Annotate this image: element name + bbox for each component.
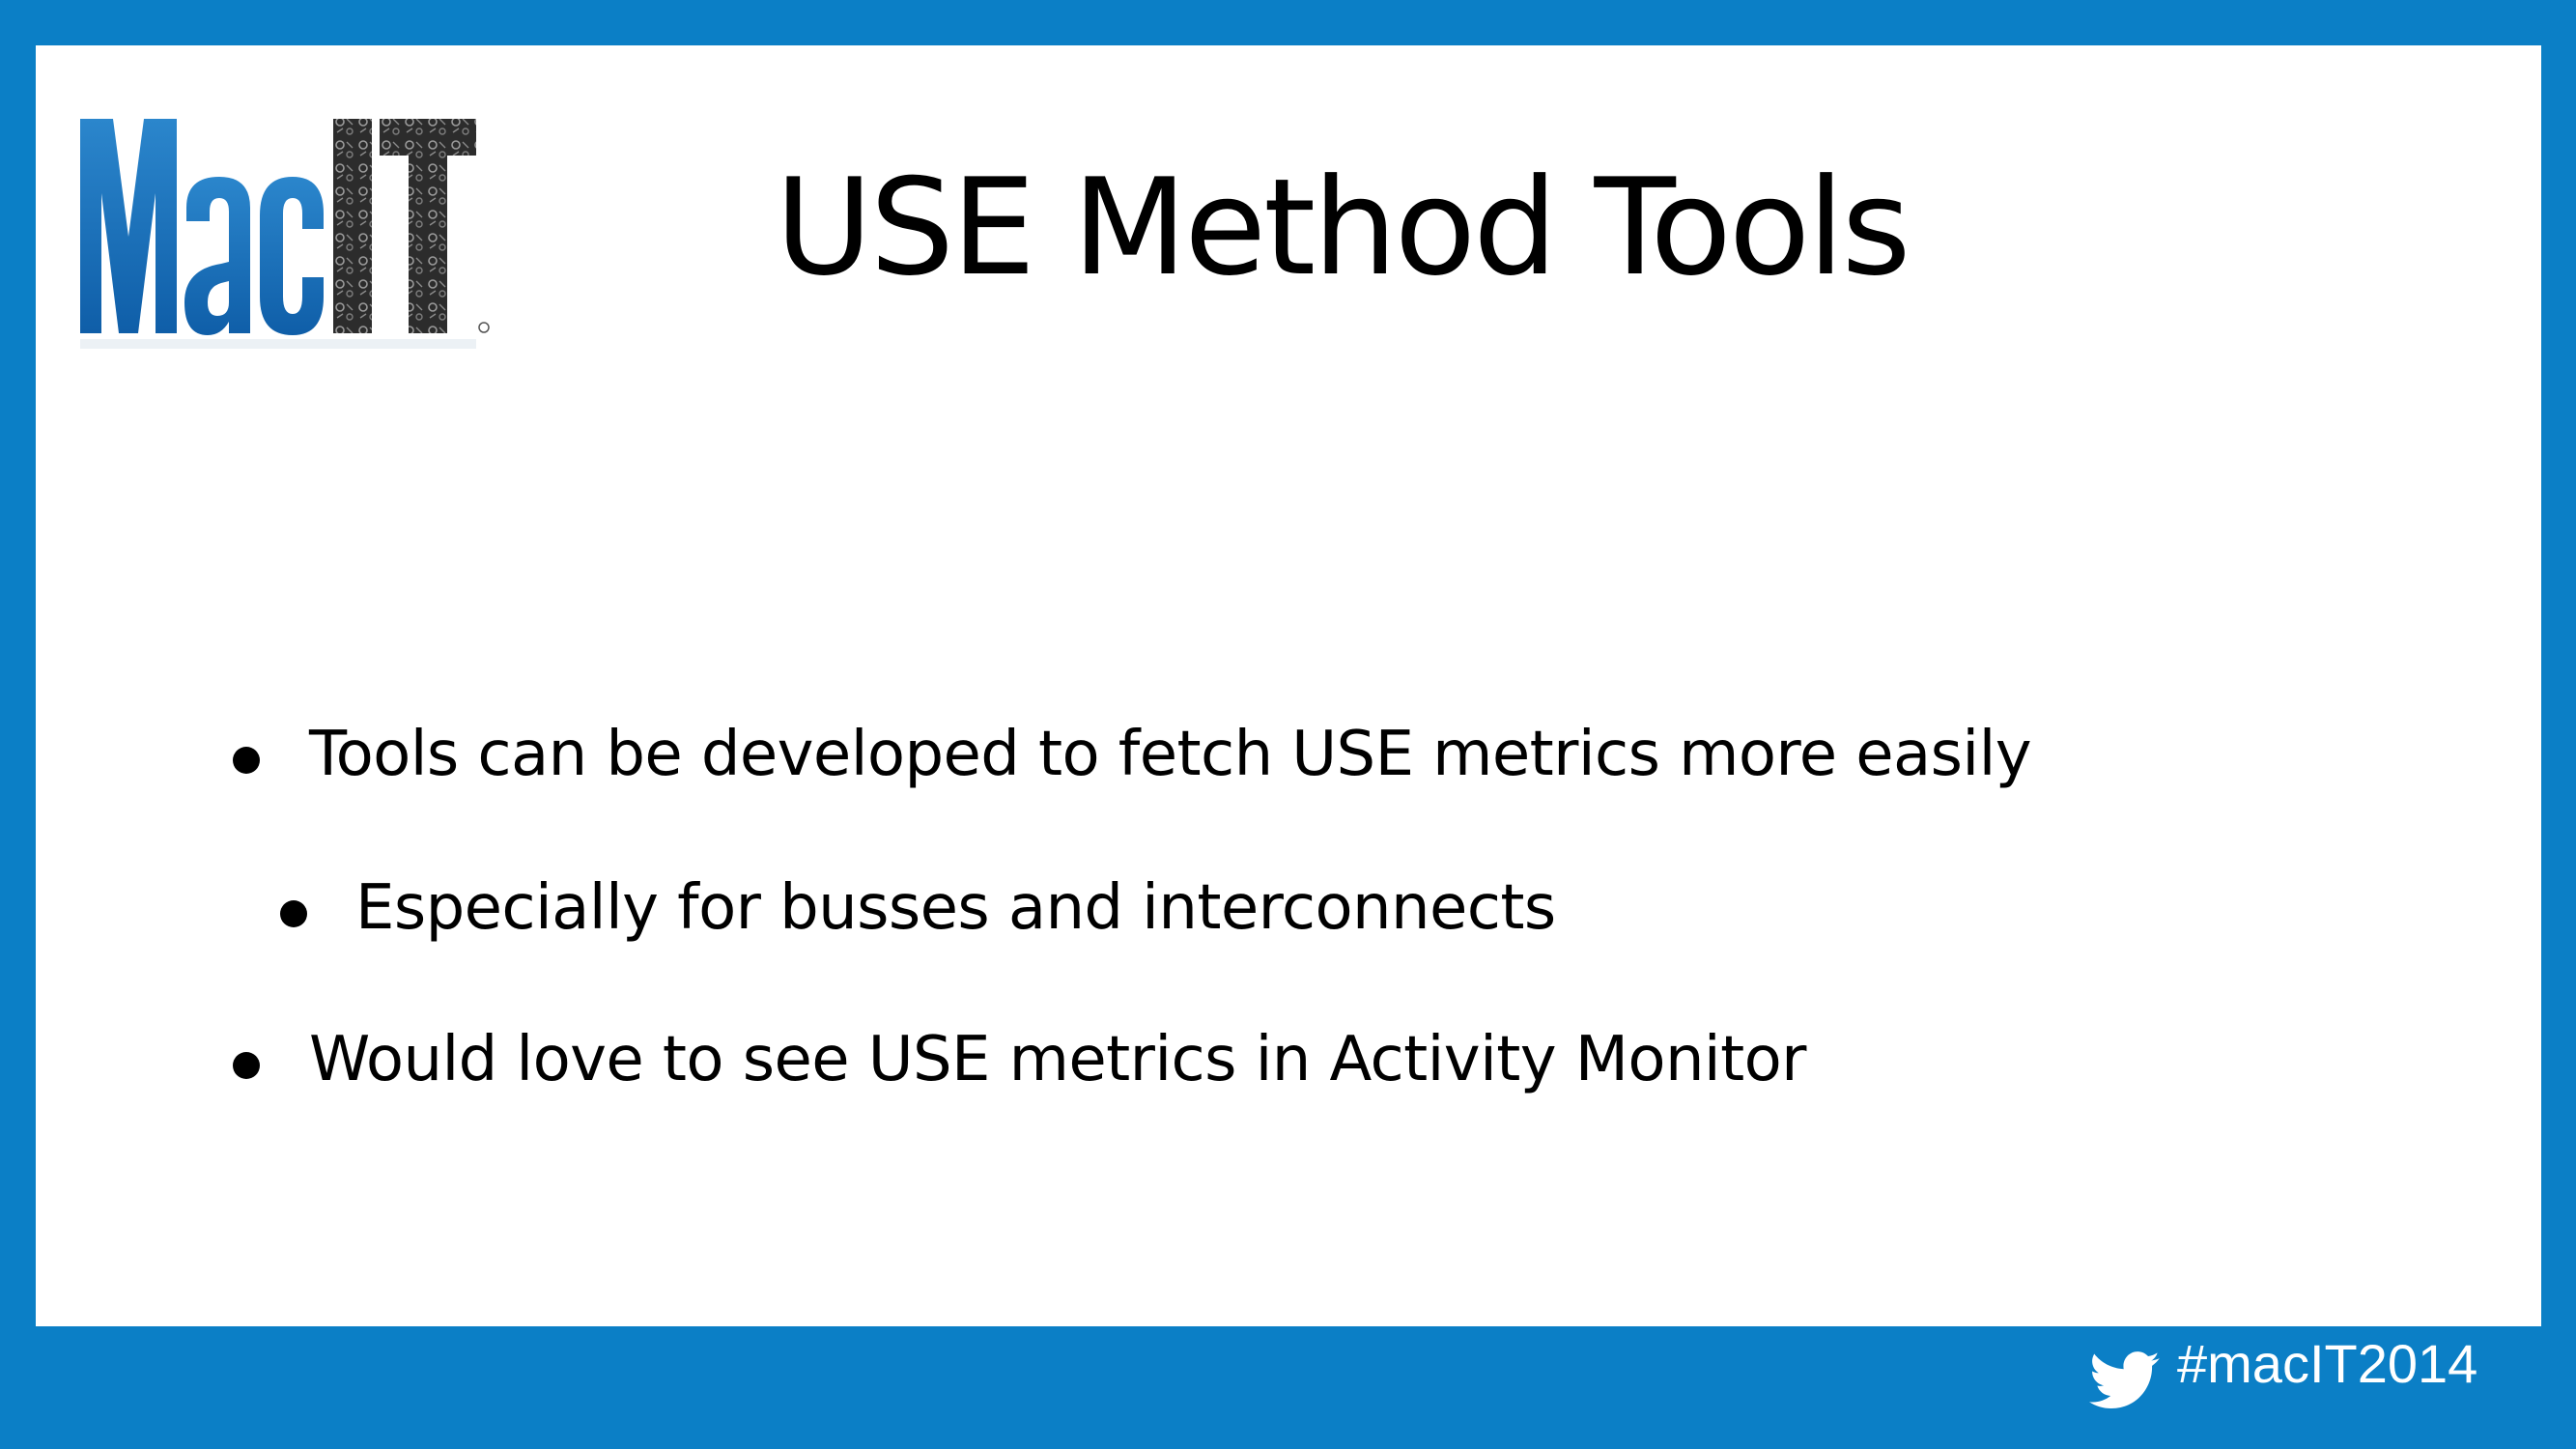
slide-title: USE Method Tools: [775, 150, 1909, 305]
bullet-text: Especially for busses and interconnects: [355, 872, 1556, 944]
twitter-hashtag: #macIT2014: [2177, 1333, 2478, 1394]
bullet-dot-icon: [233, 1052, 260, 1079]
bullet-text: Tools can be developed to fetch USE metrics more easily: [309, 719, 2032, 790]
bullet-dot-icon: [233, 747, 260, 774]
twitter-bird-icon: [2088, 1345, 2162, 1416]
bullet-text: Would love to see USE metrics in Activity Monitor: [309, 1024, 1806, 1095]
slide-canvas: [36, 45, 2541, 1326]
bullet-dot-icon: [280, 900, 307, 927]
bullet-list: [36, 45, 2541, 1326]
